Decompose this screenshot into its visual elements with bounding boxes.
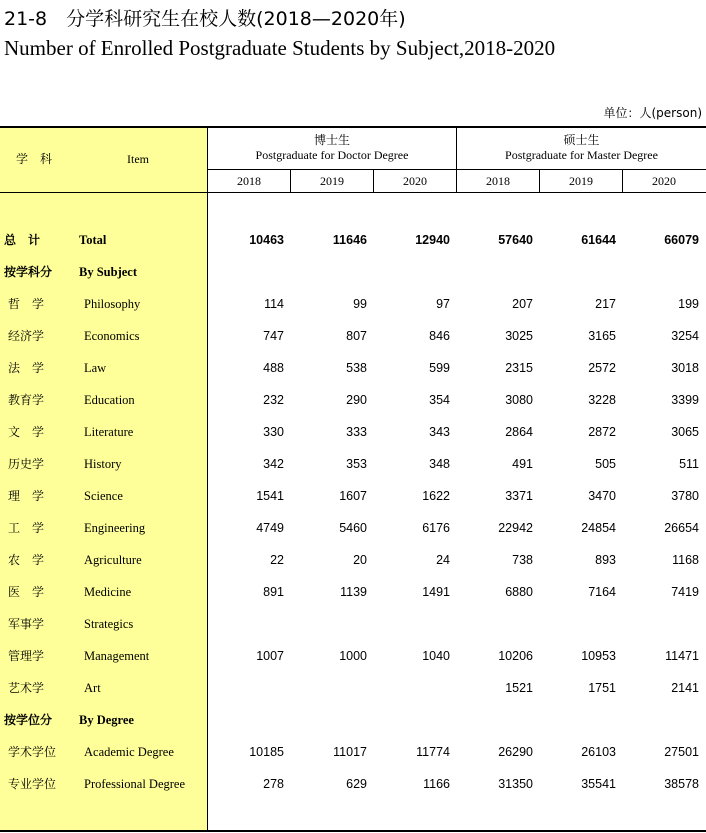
header-year: 2020 bbox=[403, 174, 427, 188]
row-label-cn: 专业学位 bbox=[8, 777, 57, 791]
table-cell: 10206 bbox=[498, 649, 533, 663]
table-cell: 846 bbox=[429, 329, 450, 343]
table-cell: 491 bbox=[512, 457, 533, 471]
table-cell: 12940 bbox=[415, 233, 450, 247]
row-label-en: Total bbox=[79, 233, 107, 247]
row-label-cn: 按学科分 bbox=[4, 265, 53, 279]
header-year: 2018 bbox=[237, 174, 261, 188]
table-cell: 747 bbox=[263, 329, 284, 343]
table-cell: 1166 bbox=[423, 777, 450, 791]
table-cell: 99 bbox=[353, 297, 367, 311]
table-cell: 10185 bbox=[249, 745, 284, 759]
table-cell: 24 bbox=[436, 553, 450, 567]
table-row bbox=[0, 774, 706, 794]
header-doctor-en: Postgraduate for Doctor Degree bbox=[255, 148, 409, 162]
table-cell: 2572 bbox=[588, 361, 616, 375]
row-label-cn: 理 学 bbox=[8, 489, 45, 503]
table-cell: 7419 bbox=[671, 585, 699, 599]
row-label-en: Medicine bbox=[84, 585, 132, 599]
unit-label: 单位：人(person) bbox=[603, 106, 702, 120]
table-row bbox=[0, 742, 706, 762]
table-cell: 3399 bbox=[671, 393, 699, 407]
table-cell: 511 bbox=[679, 457, 699, 471]
header-item-en bbox=[100, 152, 176, 167]
table-cell: 61644 bbox=[581, 233, 616, 247]
table-cell: 26654 bbox=[664, 521, 699, 535]
table-cell: 11471 bbox=[665, 649, 699, 663]
table-row bbox=[0, 358, 706, 378]
row-label-en: Science bbox=[84, 489, 123, 503]
table-cell: 11017 bbox=[333, 745, 367, 759]
table-cell: 10463 bbox=[249, 233, 284, 247]
table-row bbox=[0, 678, 706, 698]
table-cell: 3470 bbox=[588, 489, 616, 503]
table-cell: 97 bbox=[436, 297, 450, 311]
table-cell: 35541 bbox=[581, 777, 616, 791]
table-row bbox=[0, 710, 706, 730]
table-cell: 11646 bbox=[332, 233, 367, 247]
table-cell: 1139 bbox=[340, 585, 367, 599]
table-row bbox=[0, 422, 706, 442]
row-label-en: Professional Degree bbox=[84, 777, 186, 791]
table-cell: 10953 bbox=[581, 649, 616, 663]
table-cell: 1491 bbox=[422, 585, 450, 599]
row-label-en: By Subject bbox=[79, 265, 137, 279]
table-cell: 3228 bbox=[588, 393, 616, 407]
row-label-cn: 军事学 bbox=[8, 617, 45, 631]
table-cell: 57640 bbox=[498, 233, 533, 247]
table-cell: 3254 bbox=[671, 329, 699, 343]
header-item-cn bbox=[14, 152, 54, 167]
table-row bbox=[0, 262, 706, 282]
table-cell: 738 bbox=[512, 553, 533, 567]
row-label-en: Art bbox=[84, 681, 101, 695]
table-cell: 114 bbox=[264, 297, 284, 311]
row-label-cn: 按学位分 bbox=[4, 713, 53, 727]
table-cell: 1751 bbox=[588, 681, 616, 695]
table-row bbox=[0, 454, 706, 474]
table-cell: 2872 bbox=[588, 425, 616, 439]
table-cell: 1007 bbox=[256, 649, 284, 663]
table-cell: 232 bbox=[263, 393, 284, 407]
table-cell: 3165 bbox=[588, 329, 616, 343]
row-label-cn: 文 学 bbox=[8, 425, 45, 439]
row-label-en: History bbox=[84, 457, 122, 471]
table-row bbox=[0, 582, 706, 602]
header-item-cn-text: 学 科 bbox=[15, 152, 52, 166]
table-cell: 199 bbox=[678, 297, 699, 311]
table-cell: 354 bbox=[429, 393, 450, 407]
header-master bbox=[457, 133, 706, 163]
header-bottom-rule bbox=[0, 192, 706, 193]
table-cell: 1622 bbox=[422, 489, 450, 503]
row-label-cn: 教育学 bbox=[8, 393, 45, 407]
table-cell: 353 bbox=[346, 457, 367, 471]
table-cell: 7164 bbox=[588, 585, 616, 599]
header-master-en: Postgraduate for Master Degree bbox=[505, 148, 658, 162]
table-cell: 330 bbox=[263, 425, 284, 439]
row-label-cn: 工 学 bbox=[8, 521, 45, 535]
table-cell: 1000 bbox=[339, 649, 367, 663]
table-cell: 278 bbox=[263, 777, 284, 791]
row-label-cn: 哲 学 bbox=[8, 297, 45, 311]
table-cell: 891 bbox=[263, 585, 284, 599]
table-row bbox=[0, 230, 706, 250]
table-cell: 6880 bbox=[505, 585, 533, 599]
row-label-en: Philosophy bbox=[84, 297, 141, 311]
row-label-cn: 农 学 bbox=[8, 553, 45, 567]
table-cell: 2864 bbox=[505, 425, 533, 439]
row-label-cn: 学术学位 bbox=[8, 745, 57, 759]
table-cell: 24854 bbox=[581, 521, 616, 535]
header-doctor bbox=[208, 133, 456, 163]
header-year: 2019 bbox=[569, 174, 593, 188]
table-cell: 3025 bbox=[505, 329, 533, 343]
table-row bbox=[0, 326, 706, 346]
table-cell: 11774 bbox=[416, 745, 450, 759]
table-cell: 538 bbox=[346, 361, 367, 375]
row-label-en: By Degree bbox=[79, 713, 134, 727]
table-cell: 2141 bbox=[671, 681, 699, 695]
table-cell: 1168 bbox=[672, 553, 699, 567]
bottom-rule bbox=[0, 830, 706, 832]
table-row bbox=[0, 486, 706, 506]
table-title-cn: 21-8 分学科研究生在校人数(2018—2020年) bbox=[4, 8, 406, 30]
row-label-cn: 总 计 bbox=[4, 233, 41, 247]
table-cell: 31350 bbox=[498, 777, 533, 791]
table-cell: 26103 bbox=[581, 745, 616, 759]
table-cell: 3780 bbox=[671, 489, 699, 503]
row-label-en: Management bbox=[84, 649, 150, 663]
top-rule bbox=[0, 126, 706, 128]
row-label-cn: 历史学 bbox=[8, 457, 45, 471]
row-label-en: Agriculture bbox=[84, 553, 142, 567]
table-cell: 4749 bbox=[256, 521, 284, 535]
table-cell: 2315 bbox=[505, 361, 533, 375]
header-year: 2020 bbox=[652, 174, 676, 188]
table-cell: 629 bbox=[346, 777, 367, 791]
row-label-en: Literature bbox=[84, 425, 134, 439]
table-cell: 599 bbox=[429, 361, 450, 375]
table-cell: 217 bbox=[595, 297, 616, 311]
row-label-cn: 管理学 bbox=[8, 649, 45, 663]
table-cell: 3080 bbox=[505, 393, 533, 407]
header-item-en-text: Item bbox=[127, 152, 149, 166]
table-row bbox=[0, 550, 706, 570]
table-cell: 893 bbox=[595, 553, 616, 567]
table-cell: 342 bbox=[263, 457, 284, 471]
table-cell: 1521 bbox=[505, 681, 533, 695]
table-cell: 66079 bbox=[664, 233, 699, 247]
table-cell: 5460 bbox=[339, 521, 367, 535]
table-cell: 27501 bbox=[664, 745, 699, 759]
table-title-en: Number of Enrolled Postgraduate Students by Subject,2018-2020 bbox=[4, 36, 556, 60]
row-label-cn: 经济学 bbox=[8, 329, 45, 343]
header-year: 2018 bbox=[486, 174, 510, 188]
table-row bbox=[0, 294, 706, 314]
table-cell: 38578 bbox=[664, 777, 699, 791]
table-cell: 505 bbox=[595, 457, 616, 471]
row-label-en: Academic Degree bbox=[84, 745, 174, 759]
table-cell: 22942 bbox=[498, 521, 533, 535]
header-year: 2019 bbox=[320, 174, 344, 188]
row-label-en: Education bbox=[84, 393, 135, 407]
table-row bbox=[0, 646, 706, 666]
table-cell: 207 bbox=[512, 297, 533, 311]
table-cell: 3371 bbox=[505, 489, 533, 503]
table-cell: 290 bbox=[346, 393, 367, 407]
header-master-cn: 硕士生 bbox=[563, 133, 600, 147]
table-row bbox=[0, 390, 706, 410]
table-cell: 348 bbox=[429, 457, 450, 471]
table-cell: 343 bbox=[429, 425, 450, 439]
table-cell: 333 bbox=[346, 425, 367, 439]
table-cell: 1607 bbox=[339, 489, 367, 503]
table-cell: 807 bbox=[346, 329, 367, 343]
row-label-en: Economics bbox=[84, 329, 140, 343]
row-label-cn: 艺术学 bbox=[8, 681, 45, 695]
row-label-en: Engineering bbox=[84, 521, 146, 535]
header-doctor-cn: 博士生 bbox=[313, 133, 350, 147]
table-row bbox=[0, 614, 706, 634]
table-cell: 6176 bbox=[422, 521, 450, 535]
header-mid-rule bbox=[208, 169, 706, 170]
table-cell: 20 bbox=[353, 553, 367, 567]
table-cell: 488 bbox=[263, 361, 284, 375]
row-label-cn: 医 学 bbox=[8, 585, 45, 599]
table-cell: 22 bbox=[270, 553, 284, 567]
table-cell: 3018 bbox=[671, 361, 699, 375]
table-cell: 1541 bbox=[256, 489, 284, 503]
row-label-cn: 法 学 bbox=[8, 361, 45, 375]
table-row bbox=[0, 518, 706, 538]
table-cell: 3065 bbox=[671, 425, 699, 439]
row-label-en: Law bbox=[84, 361, 107, 375]
table-cell: 1040 bbox=[422, 649, 450, 663]
row-label-en: Strategics bbox=[84, 617, 134, 631]
table-cell: 26290 bbox=[498, 745, 533, 759]
